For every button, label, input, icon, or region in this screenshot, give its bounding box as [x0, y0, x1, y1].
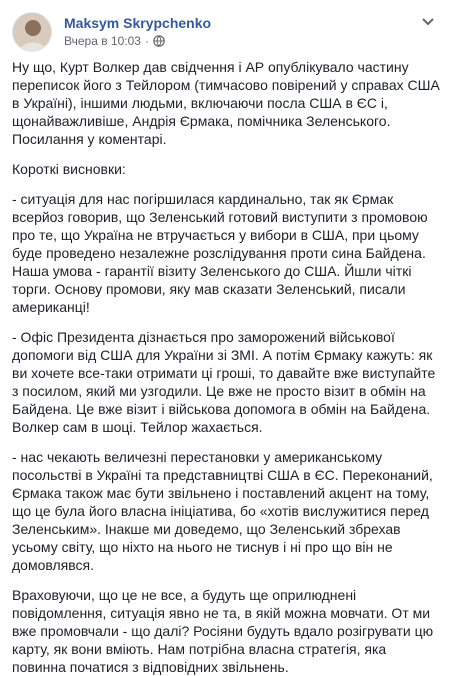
- post-subline: [64, 33, 211, 49]
- globe-icon[interactable]: [153, 35, 165, 47]
- post-paragraph: - нас чекають величезні перестановки у американському посольстві в Україні та представництві США в ЄС. Переконаний, Єрмака також має бути звільнено і поставлений акцент на тому, що це була його власна ініціатива, бо «хотів вислужитися перед Зеленським». Інакше ми доведемо, що Зеленський збрехав усьому світу, що ніхто на нього не тиснув і ні про що він не домовлявся.: [12, 449, 433, 573]
- post-timestamp[interactable]: Вчера в 10:03: [64, 34, 141, 48]
- post-paragraph: Враховуючи, що це не все, а будуть ще оприлюднені повідомлення, ситуація явно не та, в якій можна мовчати. От ми вже промовчали - що далі? Росіяни будуть вдало розігрувати цю карту, як вони вміють. Нам потрібна власна стратегія, яка повинна початися з відповідних звільнень.: [12, 587, 434, 675]
- author-name[interactable]: Maksym Skrypchenko: [64, 15, 212, 31]
- post-body: [12, 58, 441, 676]
- post-header: [12, 12, 441, 52]
- meta-separator: ·: [144, 34, 149, 48]
- post-paragraph: - Офіс Президента дізнається про заморожений військової допомоги від США для України зі ЗМІ. А потім Єрмаку кажуть: як ви хочете все-таки отримати ці гроші, то давайте вже виступайте з посилом, який ми узгодили. Це вже не просто візит в обмін на Байдена. Це вже візит і військова допомога в обмін на Байдена. Волкер сам в шоці. Тейлор жахається.: [12, 329, 436, 435]
- chevron-down-icon[interactable]: [417, 14, 439, 30]
- post-paragraph: - ситуація для нас погіршилася кардинально, так як Єрмак всерйоз говорив, що Зеленський готовий виступити з промовою про те, що Україна не втручається у вибори в США, при цьому буде проведено незалежне розслідування проти сина Байдена. Наша умова - гарантії візиту Зеленського до США. Йшли чіткі торги. Основу промови, яку мав сказати Зеленський, писали американці!: [12, 191, 428, 315]
- post-paragraph: Короткі висновки:: [12, 161, 126, 177]
- post-meta: [64, 14, 211, 49]
- post-paragraph: Ну що, Курт Волкер дав свідчення і АР опублікувало частину переписок його з Тейлором (тимчасово повірений у справах США в Україні), іншими людьми, включаючи посла США в ЄС і, щонайважливіше, Андрія Єрмака, помічника Зеленського. Посилання у коментарі.: [12, 59, 440, 147]
- avatar[interactable]: [12, 12, 52, 52]
